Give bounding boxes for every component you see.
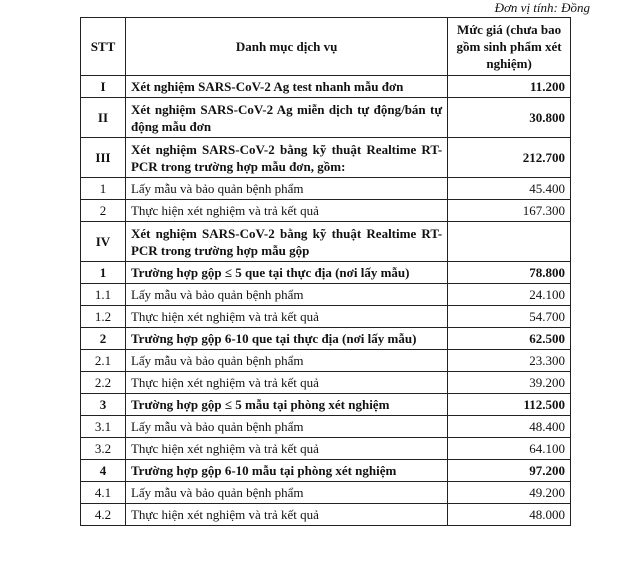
row-stt: 4 xyxy=(81,460,126,482)
row-price: 48.400 xyxy=(448,416,571,438)
table-row xyxy=(81,98,571,138)
row-stt: IV xyxy=(81,222,126,262)
table-row xyxy=(81,372,571,394)
row-service: Lấy mẫu và bảo quản bệnh phẩm xyxy=(125,350,447,372)
row-service: Trường hợp gộp ≤ 5 que tại thực địa (nơi lấy mẫu) xyxy=(125,262,447,284)
row-service: Lấy mẫu và bảo quản bệnh phẩm xyxy=(125,284,447,306)
row-service: Xét nghiệm SARS-CoV-2 bằng kỹ thuật Realtime RT-PCR trong trường hợp mẫu đơn, gồm: xyxy=(125,138,447,178)
row-stt: 3.1 xyxy=(81,416,126,438)
row-stt: 2.1 xyxy=(81,350,126,372)
row-service: Thực hiện xét nghiệm và trả kết quả xyxy=(125,200,447,222)
row-stt: I xyxy=(81,76,126,98)
table-row xyxy=(81,222,571,262)
table-row xyxy=(81,504,571,526)
row-price: 23.300 xyxy=(448,350,571,372)
row-price: 48.000 xyxy=(448,504,571,526)
row-price: 112.500 xyxy=(448,394,571,416)
row-price: 62.500 xyxy=(448,328,571,350)
unit-note: Đơn vị tính: Đồng xyxy=(494,0,590,15)
table-row xyxy=(81,200,571,222)
row-stt: 1 xyxy=(81,178,126,200)
row-service: Lấy mẫu và bảo quản bệnh phẩm xyxy=(125,178,447,200)
row-service: Xét nghiệm SARS-CoV-2 bằng kỹ thuật Realtime RT-PCR trong trường hợp mẫu gộp xyxy=(125,222,447,262)
table-row xyxy=(81,482,571,504)
table-row xyxy=(81,350,571,372)
row-stt: 2.2 xyxy=(81,372,126,394)
table-row xyxy=(81,438,571,460)
row-service: Xét nghiệm SARS-CoV-2 Ag miễn dịch tự động/bán tự động mẫu đơn xyxy=(125,98,447,138)
row-stt: 4.2 xyxy=(81,504,126,526)
row-stt: 2 xyxy=(81,328,126,350)
row-price: 167.300 xyxy=(448,200,571,222)
table-row xyxy=(81,328,571,350)
table-body xyxy=(81,76,571,526)
row-stt: 4.1 xyxy=(81,482,126,504)
table-row xyxy=(81,460,571,482)
row-price: 30.800 xyxy=(448,98,571,138)
row-price: 64.100 xyxy=(448,438,571,460)
row-stt: 3 xyxy=(81,394,126,416)
row-stt: II xyxy=(81,98,126,138)
row-service: Trường hợp gộp ≤ 5 mẫu tại phòng xét nghiệm xyxy=(125,394,447,416)
header-price: Mức giá (chưa bao gồm sinh phẩm xét nghiệm) xyxy=(448,18,571,76)
row-service: Xét nghiệm SARS-CoV-2 Ag test nhanh mẫu đơn xyxy=(125,76,447,98)
table-row xyxy=(81,178,571,200)
table-header-row xyxy=(81,18,571,76)
row-stt: 3.2 xyxy=(81,438,126,460)
header-service: Danh mục dịch vụ xyxy=(125,18,447,76)
row-service: Trường hợp gộp 6-10 que tại thực địa (nơi lấy mẫu) xyxy=(125,328,447,350)
row-service: Thực hiện xét nghiệm và trả kết quả xyxy=(125,438,447,460)
row-price: 24.100 xyxy=(448,284,571,306)
price-table xyxy=(80,17,571,526)
row-service: Thực hiện xét nghiệm và trả kết quả xyxy=(125,372,447,394)
row-service: Trường hợp gộp 6-10 mẫu tại phòng xét nghiệm xyxy=(125,460,447,482)
table-row xyxy=(81,394,571,416)
table-row xyxy=(81,262,571,284)
row-service: Lấy mẫu và bảo quản bệnh phẩm xyxy=(125,416,447,438)
row-stt: 2 xyxy=(81,200,126,222)
row-price: 97.200 xyxy=(448,460,571,482)
row-price: 39.200 xyxy=(448,372,571,394)
row-price: 45.400 xyxy=(448,178,571,200)
header-stt: STT xyxy=(81,18,126,76)
row-price: 54.700 xyxy=(448,306,571,328)
row-service: Thực hiện xét nghiệm và trả kết quả xyxy=(125,306,447,328)
row-stt: 1.1 xyxy=(81,284,126,306)
table-row xyxy=(81,138,571,178)
row-price: 212.700 xyxy=(448,138,571,178)
table-row xyxy=(81,76,571,98)
row-stt: 1 xyxy=(81,262,126,284)
table-row xyxy=(81,416,571,438)
row-price: 78.800 xyxy=(448,262,571,284)
table-row xyxy=(81,306,571,328)
row-price: 11.200 xyxy=(448,76,571,98)
row-price: 49.200 xyxy=(448,482,571,504)
row-price xyxy=(448,222,571,262)
row-stt: 1.2 xyxy=(81,306,126,328)
table-row xyxy=(81,284,571,306)
row-service: Lấy mẫu và bảo quản bệnh phẩm xyxy=(125,482,447,504)
row-stt: III xyxy=(81,138,126,178)
row-service: Thực hiện xét nghiệm và trả kết quả xyxy=(125,504,447,526)
